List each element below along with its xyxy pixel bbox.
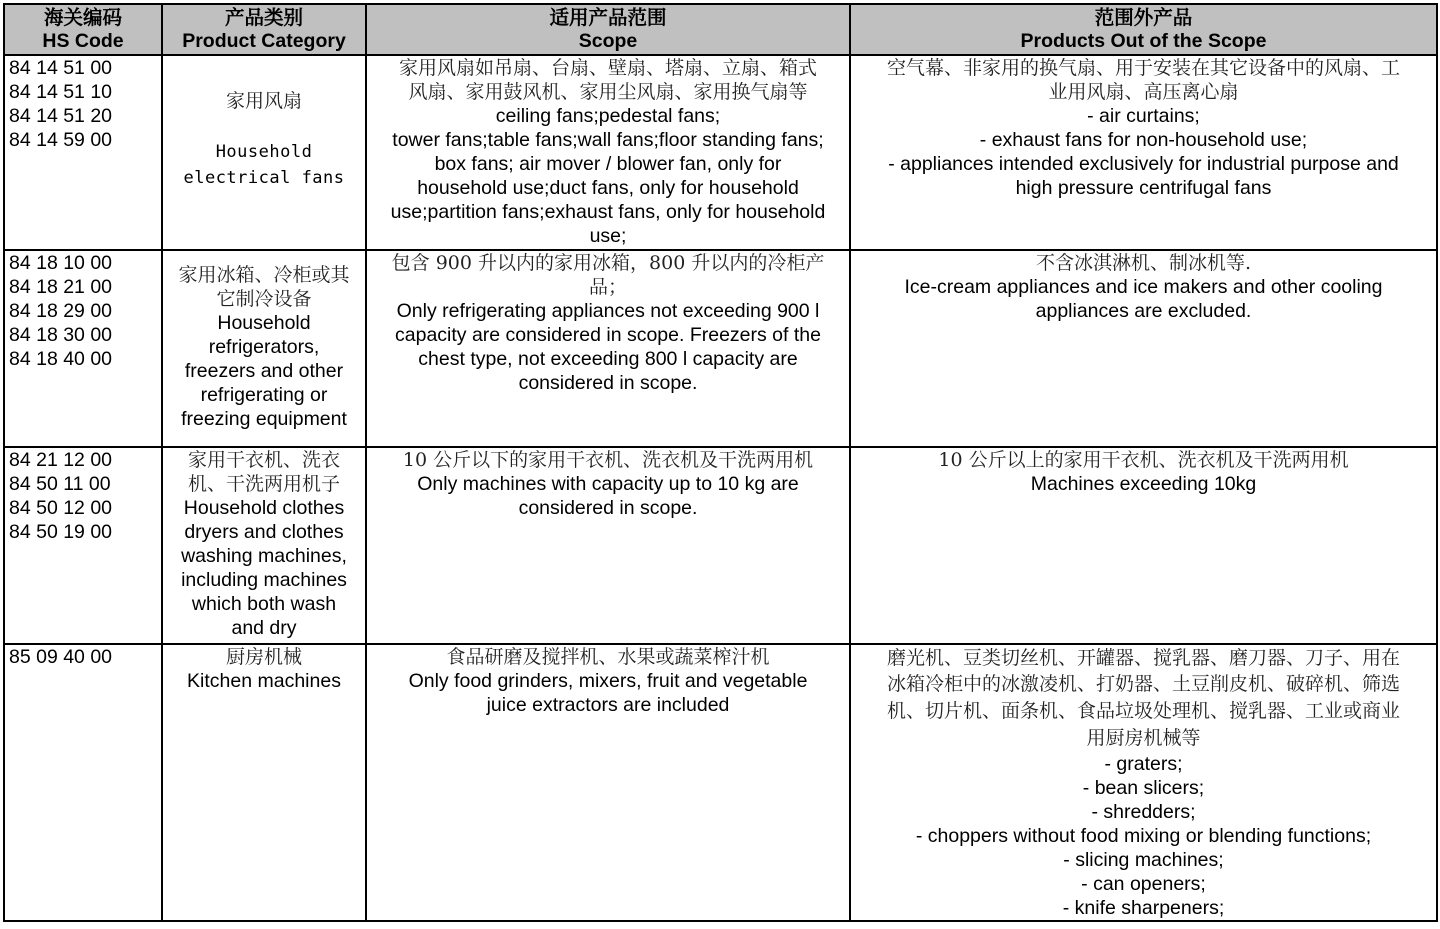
scope-en: use; [589, 225, 627, 247]
out-of-scope-en: - air curtains; [1087, 105, 1200, 127]
category-cell [162, 447, 366, 644]
out-of-scope-zh: 空气幕、非家用的换气扇、用于安装在其它设备中的风扇、工 [886, 57, 1400, 79]
header-en: Scope [578, 30, 638, 52]
category-en: Household [215, 142, 313, 162]
scope-en: Only refrigerating appliances not exceeding 900 l [396, 300, 820, 322]
category-zh: 机、干洗两用机子 [187, 473, 340, 495]
scope-en: tower fans;table fans;wall fans;floor standing fans; [392, 129, 824, 151]
scope-en: Only food grinders, mixers, fruit and vegetable [408, 670, 808, 692]
out-of-scope-en: - exhaust fans for non-household use; [979, 129, 1308, 151]
hs-code: 84 18 10 00 [9, 252, 113, 274]
scope-zh: 风扇、家用鼓风机、家用尘风扇、家用换气扇等 [408, 81, 808, 103]
scope-zh: 10 公斤以下的家用干衣机、洗衣机及干洗两用机 [402, 449, 814, 471]
out-of-scope-zh: 10 公斤以上的家用干衣机、洗衣机及干洗两用机 [938, 449, 1349, 471]
scope-cell [366, 250, 850, 447]
hs-code-cell [4, 55, 162, 250]
scope-zh: 品； [588, 276, 627, 298]
hs-code: 84 21 12 00 [9, 449, 113, 471]
category-zh: 家用冰箱、冷柜或其 [178, 264, 350, 286]
hs-code: 84 50 12 00 [9, 497, 113, 519]
header-zh: 海关编码 [43, 7, 122, 29]
header-hs-code [4, 4, 162, 55]
header-zh: 适用产品范围 [549, 7, 667, 29]
scope-en: box fans; air mover / blower fan, only for [434, 153, 782, 175]
category-en: freezers and other [184, 360, 344, 382]
hs-code: 84 14 51 10 [9, 81, 113, 103]
category-zh: 厨房机械 [225, 646, 302, 668]
header-zh: 范围外产品 [1094, 7, 1193, 29]
scope-en: use;partition fans;exhaust fans, only for household [390, 201, 826, 223]
category-en: which both wash [191, 593, 337, 615]
category-en: Household [217, 312, 311, 334]
out-of-scope-en: Ice-cream appliances and ice makers and other cooling [904, 276, 1383, 298]
table-row-kitchen-machines [4, 644, 1437, 921]
out-of-scope-en: - bean slicers; [1082, 777, 1205, 799]
out-of-scope-en: Machines exceeding 10kg [1030, 473, 1257, 495]
out-of-scope-zh: 机、切片机、面条机、食品垃圾处理机、搅乳器、工业或商业 [886, 700, 1400, 722]
category-zh: 家用干衣机、洗衣 [187, 449, 340, 471]
header-scope [366, 4, 850, 55]
product-scope-table [3, 3, 1438, 922]
scope-cell [366, 55, 850, 250]
category-en: and dry [231, 617, 297, 639]
category-cell [162, 250, 366, 447]
scope-en: considered in scope. [518, 497, 698, 519]
scope-en: chest type, not exceeding 800 l capacity are [418, 348, 798, 370]
header-zh: 产品类别 [224, 7, 303, 29]
hs-code: 84 18 29 00 [9, 300, 113, 322]
out-of-scope-zh: 业用风扇、高压离心扇 [1048, 81, 1239, 103]
out-of-scope-cell [850, 644, 1437, 921]
hs-code-cell [4, 250, 162, 447]
scope-zh: 家用风扇如吊扇、台扇、壁扇、塔扇、立扇、箱式 [398, 57, 817, 79]
header-row [4, 4, 1437, 55]
out-of-scope-en: - can openers; [1081, 873, 1206, 895]
scope-cell [366, 447, 850, 644]
scope-en: capacity are considered in scope. Freezers of the [395, 324, 821, 346]
category-en: Household clothes [183, 497, 345, 519]
category-en: including machines [181, 569, 347, 591]
table-row-household-refrigerators [4, 250, 1437, 447]
category-zh: 家用风扇 [225, 90, 302, 112]
scope-zh: 食品研磨及搅拌机、水果或蔬菜榨汁机 [446, 646, 770, 668]
category-en: refrigerating or [200, 384, 328, 406]
out-of-scope-cell [850, 250, 1437, 447]
category-en: dryers and clothes [184, 521, 344, 543]
out-of-scope-en: - appliances intended exclusively for industrial purpose and [888, 153, 1399, 175]
out-of-scope-zh: 不含冰淇淋机、制冰机等. [1035, 252, 1252, 274]
out-of-scope-zh: 磨光机、豆类切丝机、开罐器、搅乳器、磨刀器、刀子、用在 [886, 647, 1400, 669]
hs-code: 85 09 40 00 [9, 646, 113, 668]
category-en: washing machines, [181, 545, 347, 567]
hs-code: 84 50 11 00 [9, 473, 111, 495]
out-of-scope-zh: 用厨房机械等 [1086, 727, 1201, 749]
category-cell [162, 55, 366, 250]
out-of-scope-en: - knife sharpeners; [1062, 897, 1225, 919]
hs-code: 84 14 51 00 [9, 57, 113, 79]
hs-code: 84 50 19 00 [9, 521, 113, 543]
out-of-scope-en: - slicing machines; [1063, 849, 1224, 871]
hs-code: 84 18 40 00 [9, 348, 113, 370]
category-en: Kitchen machines [187, 670, 341, 692]
out-of-scope-en: appliances are excluded. [1035, 300, 1252, 322]
out-of-scope-en: - graters; [1104, 753, 1183, 775]
category-en: refrigerators, [208, 336, 320, 358]
hs-code: 84 14 51 20 [9, 105, 113, 127]
scope-zh: 包含 900 升以内的家用冰箱，800 升以内的冷柜产 [391, 252, 825, 274]
category-cell [162, 644, 366, 921]
header-product-category [162, 4, 366, 55]
table-row-household-washers-dryers [4, 447, 1437, 644]
scope-en: juice extractors are included [486, 694, 730, 716]
header-out-of-scope [850, 4, 1437, 55]
hs-code: 84 18 30 00 [9, 324, 113, 346]
hs-code: 84 18 21 00 [9, 276, 113, 298]
header-en: Products Out of the Scope [1020, 30, 1267, 52]
scope-en: considered in scope. [518, 372, 698, 394]
out-of-scope-en: - choppers without food mixing or blending functions; [915, 825, 1372, 847]
scope-en: Only machines with capacity up to 10 kg are [417, 473, 799, 495]
table-row-household-fans [4, 55, 1437, 250]
scope-en: household use;duct fans, only for household [417, 177, 799, 199]
out-of-scope-en: - shredders; [1091, 801, 1196, 823]
out-of-scope-cell [850, 55, 1437, 250]
hs-code: 84 14 59 00 [9, 129, 113, 151]
scope-en: ceiling fans;pedestal fans; [495, 105, 721, 127]
category-en: electrical fans [183, 168, 345, 188]
out-of-scope-zh: 冰箱冷柜中的冰激凌机、打奶器、土豆削皮机、破碎机、筛选 [886, 673, 1400, 695]
category-en: freezing equipment [181, 408, 347, 430]
out-of-scope-en: high pressure centrifugal fans [1015, 177, 1272, 199]
hs-code-cell [4, 447, 162, 644]
header-en: HS Code [42, 30, 124, 52]
hs-code-cell [4, 644, 162, 921]
scope-cell [366, 644, 850, 921]
out-of-scope-cell [850, 447, 1437, 644]
category-zh: 它制冷设备 [216, 288, 312, 310]
header-en: Product Category [182, 30, 346, 52]
